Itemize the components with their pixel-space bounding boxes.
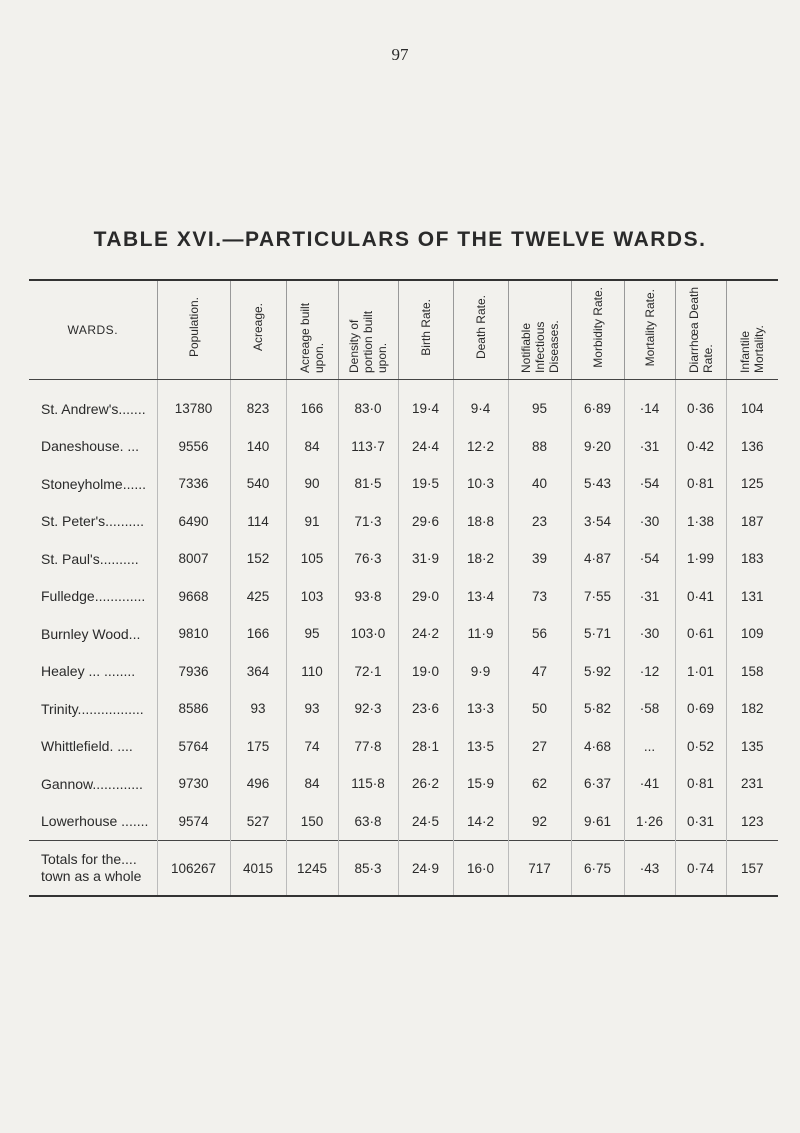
table-row (29, 728, 778, 766)
totals-row (29, 841, 778, 897)
cell-density: 115·8 (338, 765, 398, 803)
cell-density: 63·8 (338, 803, 398, 841)
cell-population: 7336 (157, 465, 230, 503)
table-row (29, 615, 778, 653)
cell-acreage-built: 166 (286, 380, 338, 428)
ward-name: Lowerhouse ....... (41, 813, 149, 830)
wards-table (29, 279, 778, 897)
cell-death-rate: 15·9 (453, 765, 508, 803)
cell-population: 9730 (157, 765, 230, 803)
ward-name: Burnley Wood... (41, 625, 141, 642)
cell-notifiable: 88 (508, 428, 571, 466)
cell-infantile: 135 (726, 728, 778, 766)
col-header-population: Population. (157, 280, 230, 380)
cell-death-rate: 13·4 (453, 578, 508, 616)
table-row (29, 578, 778, 616)
cell-density: 81·5 (338, 465, 398, 503)
cell-diarrhoea: 0·41 (675, 578, 726, 616)
cell-infantile: 136 (726, 428, 778, 466)
cell-death-rate: 9·4 (453, 380, 508, 428)
cell-infantile: 187 (726, 503, 778, 541)
cell-morbidity: 5·82 (571, 690, 624, 728)
cell-morbidity: 9·20 (571, 428, 624, 466)
cell-death-rate: 18·8 (453, 503, 508, 541)
table-row (29, 653, 778, 691)
cell-infantile: 123 (726, 803, 778, 841)
cell-acreage: 175 (230, 728, 286, 766)
cell-diarrhoea: 0·69 (675, 690, 726, 728)
total-death-rate: 16·0 (453, 841, 508, 897)
col-header-acreage: Acreage. (230, 280, 286, 380)
cell-acreage: 140 (230, 428, 286, 466)
cell-acreage-built: 103 (286, 578, 338, 616)
cell-population: 6490 (157, 503, 230, 541)
cell-mortality: ·54 (624, 540, 675, 578)
col-header-wards: WARDS. (29, 280, 157, 380)
ward-name: St. Andrew's....... (41, 400, 146, 417)
totals-label (29, 841, 157, 897)
cell-acreage-built: 84 (286, 428, 338, 466)
table-row (29, 380, 778, 428)
cell-morbidity: 5·43 (571, 465, 624, 503)
cell-population: 9574 (157, 803, 230, 841)
cell-notifiable: 23 (508, 503, 571, 541)
cell-death-rate: 13·5 (453, 728, 508, 766)
cell-density: 76·3 (338, 540, 398, 578)
cell-notifiable: 92 (508, 803, 571, 841)
cell-diarrhoea: 0·52 (675, 728, 726, 766)
cell-acreage: 425 (230, 578, 286, 616)
cell-birth-rate: 19·5 (398, 465, 453, 503)
cell-diarrhoea: 1·01 (675, 653, 726, 691)
table-row (29, 503, 778, 541)
cell-population: 9556 (157, 428, 230, 466)
cell-acreage-built: 91 (286, 503, 338, 541)
col-header-mortality: Mortality Rate. (624, 280, 675, 380)
cell-infantile: 182 (726, 690, 778, 728)
cell-notifiable: 40 (508, 465, 571, 503)
cell-morbidity: 5·71 (571, 615, 624, 653)
cell-morbidity: 6·37 (571, 765, 624, 803)
col-header-infantile: Infantile Mortality. (726, 280, 778, 380)
ward-name: St. Paul's.......... (41, 550, 139, 567)
cell-acreage: 364 (230, 653, 286, 691)
cell-morbidity: 9·61 (571, 803, 624, 841)
cell-birth-rate: 29·6 (398, 503, 453, 541)
total-diarrhoea: 0·74 (675, 841, 726, 897)
cell-notifiable: 27 (508, 728, 571, 766)
cell-death-rate: 18·2 (453, 540, 508, 578)
cell-infantile: 109 (726, 615, 778, 653)
cell-notifiable: 95 (508, 380, 571, 428)
cell-notifiable: 39 (508, 540, 571, 578)
totals-label-line1: Totals for the.... (41, 851, 137, 867)
table-row (29, 690, 778, 728)
cell-diarrhoea: 0·81 (675, 465, 726, 503)
cell-density: 103·0 (338, 615, 398, 653)
cell-acreage-built: 74 (286, 728, 338, 766)
cell-mortality: ·30 (624, 615, 675, 653)
cell-acreage: 823 (230, 380, 286, 428)
cell-birth-rate: 26·2 (398, 765, 453, 803)
cell-mortality: ·31 (624, 428, 675, 466)
cell-acreage-built: 110 (286, 653, 338, 691)
cell-infantile: 131 (726, 578, 778, 616)
total-birth-rate: 24·9 (398, 841, 453, 897)
total-density: 85·3 (338, 841, 398, 897)
ward-name: Healey ... ........ (41, 663, 136, 680)
totals-label-line2: town as a whole (41, 868, 142, 884)
table-row (29, 540, 778, 578)
cell-morbidity: 4·87 (571, 540, 624, 578)
cell-acreage: 496 (230, 765, 286, 803)
cell-birth-rate: 23·6 (398, 690, 453, 728)
cell-acreage-built: 150 (286, 803, 338, 841)
cell-death-rate: 14·2 (453, 803, 508, 841)
cell-population: 5764 (157, 728, 230, 766)
cell-morbidity: 4·68 (571, 728, 624, 766)
cell-acreage: 540 (230, 465, 286, 503)
ward-name: Fulledge............. (41, 588, 146, 605)
cell-morbidity: 5·92 (571, 653, 624, 691)
cell-acreage: 114 (230, 503, 286, 541)
ward-name: Gannow............. (41, 775, 143, 792)
cell-mortality: ·31 (624, 578, 675, 616)
col-header-birth-rate: Birth Rate. (398, 280, 453, 380)
cell-acreage-built: 90 (286, 465, 338, 503)
cell-death-rate: 10·3 (453, 465, 508, 503)
cell-notifiable: 62 (508, 765, 571, 803)
cell-density: 71·3 (338, 503, 398, 541)
cell-death-rate: 13·3 (453, 690, 508, 728)
cell-density: 93·8 (338, 578, 398, 616)
cell-density: 83·0 (338, 380, 398, 428)
col-header-acreage-built: Acreage built upon. (286, 280, 338, 380)
cell-density: 113·7 (338, 428, 398, 466)
cell-diarrhoea: 0·81 (675, 765, 726, 803)
table-title: TABLE XVI.—PARTICULARS OF THE TWELVE WARDS. (93, 228, 707, 251)
table-row (29, 803, 778, 841)
cell-infantile: 104 (726, 380, 778, 428)
cell-birth-rate: 24·5 (398, 803, 453, 841)
cell-population: 9810 (157, 615, 230, 653)
cell-density: 77·8 (338, 728, 398, 766)
cell-diarrhoea: 0·42 (675, 428, 726, 466)
cell-diarrhoea: 0·61 (675, 615, 726, 653)
cell-morbidity: 6·89 (571, 380, 624, 428)
cell-diarrhoea: 1·38 (675, 503, 726, 541)
cell-infantile: 158 (726, 653, 778, 691)
cell-mortality: ·54 (624, 465, 675, 503)
cell-death-rate: 12·2 (453, 428, 508, 466)
cell-mortality: 1·26 (624, 803, 675, 841)
cell-density: 72·1 (338, 653, 398, 691)
cell-mortality: ·58 (624, 690, 675, 728)
ward-name: Whittlefield. .... (41, 738, 133, 755)
cell-acreage-built: 93 (286, 690, 338, 728)
cell-acreage-built: 95 (286, 615, 338, 653)
cell-acreage: 152 (230, 540, 286, 578)
total-infantile: 157 (726, 841, 778, 897)
cell-diarrhoea: 0·31 (675, 803, 726, 841)
cell-population: 13780 (157, 380, 230, 428)
cell-mortality: ·12 (624, 653, 675, 691)
cell-birth-rate: 24·4 (398, 428, 453, 466)
table-row (29, 428, 778, 466)
cell-population: 8586 (157, 690, 230, 728)
cell-diarrhoea: 1·99 (675, 540, 726, 578)
cell-birth-rate: 19·0 (398, 653, 453, 691)
ward-name: Stoneyholme...... (41, 475, 147, 492)
cell-density: 92·3 (338, 690, 398, 728)
cell-infantile: 231 (726, 765, 778, 803)
cell-notifiable: 50 (508, 690, 571, 728)
cell-mortality: ·14 (624, 380, 675, 428)
ward-name: St. Peter's.......... (41, 513, 145, 530)
cell-population: 7936 (157, 653, 230, 691)
cell-notifiable: 47 (508, 653, 571, 691)
cell-morbidity: 7·55 (571, 578, 624, 616)
total-population: 106267 (157, 841, 230, 897)
cell-birth-rate: 24·2 (398, 615, 453, 653)
cell-acreage-built: 105 (286, 540, 338, 578)
cell-infantile: 183 (726, 540, 778, 578)
total-acreage-built: 1245 (286, 841, 338, 897)
total-notifiable: 717 (508, 841, 571, 897)
table-row (29, 465, 778, 503)
total-morbidity: 6·75 (571, 841, 624, 897)
cell-acreage-built: 84 (286, 765, 338, 803)
ward-name: Trinity................. (41, 700, 144, 717)
col-header-death-rate: Death Rate. (453, 280, 508, 380)
col-header-morbidity: Morbidity Rate. (571, 280, 624, 380)
cell-mortality: ·30 (624, 503, 675, 541)
col-header-density: Density of portion built upon. (338, 280, 398, 380)
total-mortality: ·43 (624, 841, 675, 897)
cell-birth-rate: 29·0 (398, 578, 453, 616)
col-header-diarrhoea: Diarrhœa Death Rate. (675, 280, 726, 380)
table-row (29, 765, 778, 803)
cell-birth-rate: 28·1 (398, 728, 453, 766)
cell-birth-rate: 19·4 (398, 380, 453, 428)
page-number: 97 (391, 45, 409, 64)
cell-acreage: 527 (230, 803, 286, 841)
cell-diarrhoea: 0·36 (675, 380, 726, 428)
cell-acreage: 166 (230, 615, 286, 653)
cell-mortality: ... (624, 728, 675, 766)
cell-infantile: 125 (726, 465, 778, 503)
cell-birth-rate: 31·9 (398, 540, 453, 578)
header-row (29, 280, 778, 380)
ward-name: Daneshouse. ... (41, 438, 140, 455)
cell-morbidity: 3·54 (571, 503, 624, 541)
cell-notifiable: 73 (508, 578, 571, 616)
cell-mortality: ·41 (624, 765, 675, 803)
cell-population: 9668 (157, 578, 230, 616)
cell-acreage: 93 (230, 690, 286, 728)
cell-death-rate: 9·9 (453, 653, 508, 691)
cell-population: 8007 (157, 540, 230, 578)
cell-notifiable: 56 (508, 615, 571, 653)
total-acreage: 4015 (230, 841, 286, 897)
col-header-notifiable: Notifiable Infectious Diseases. (508, 280, 571, 380)
cell-death-rate: 11·9 (453, 615, 508, 653)
